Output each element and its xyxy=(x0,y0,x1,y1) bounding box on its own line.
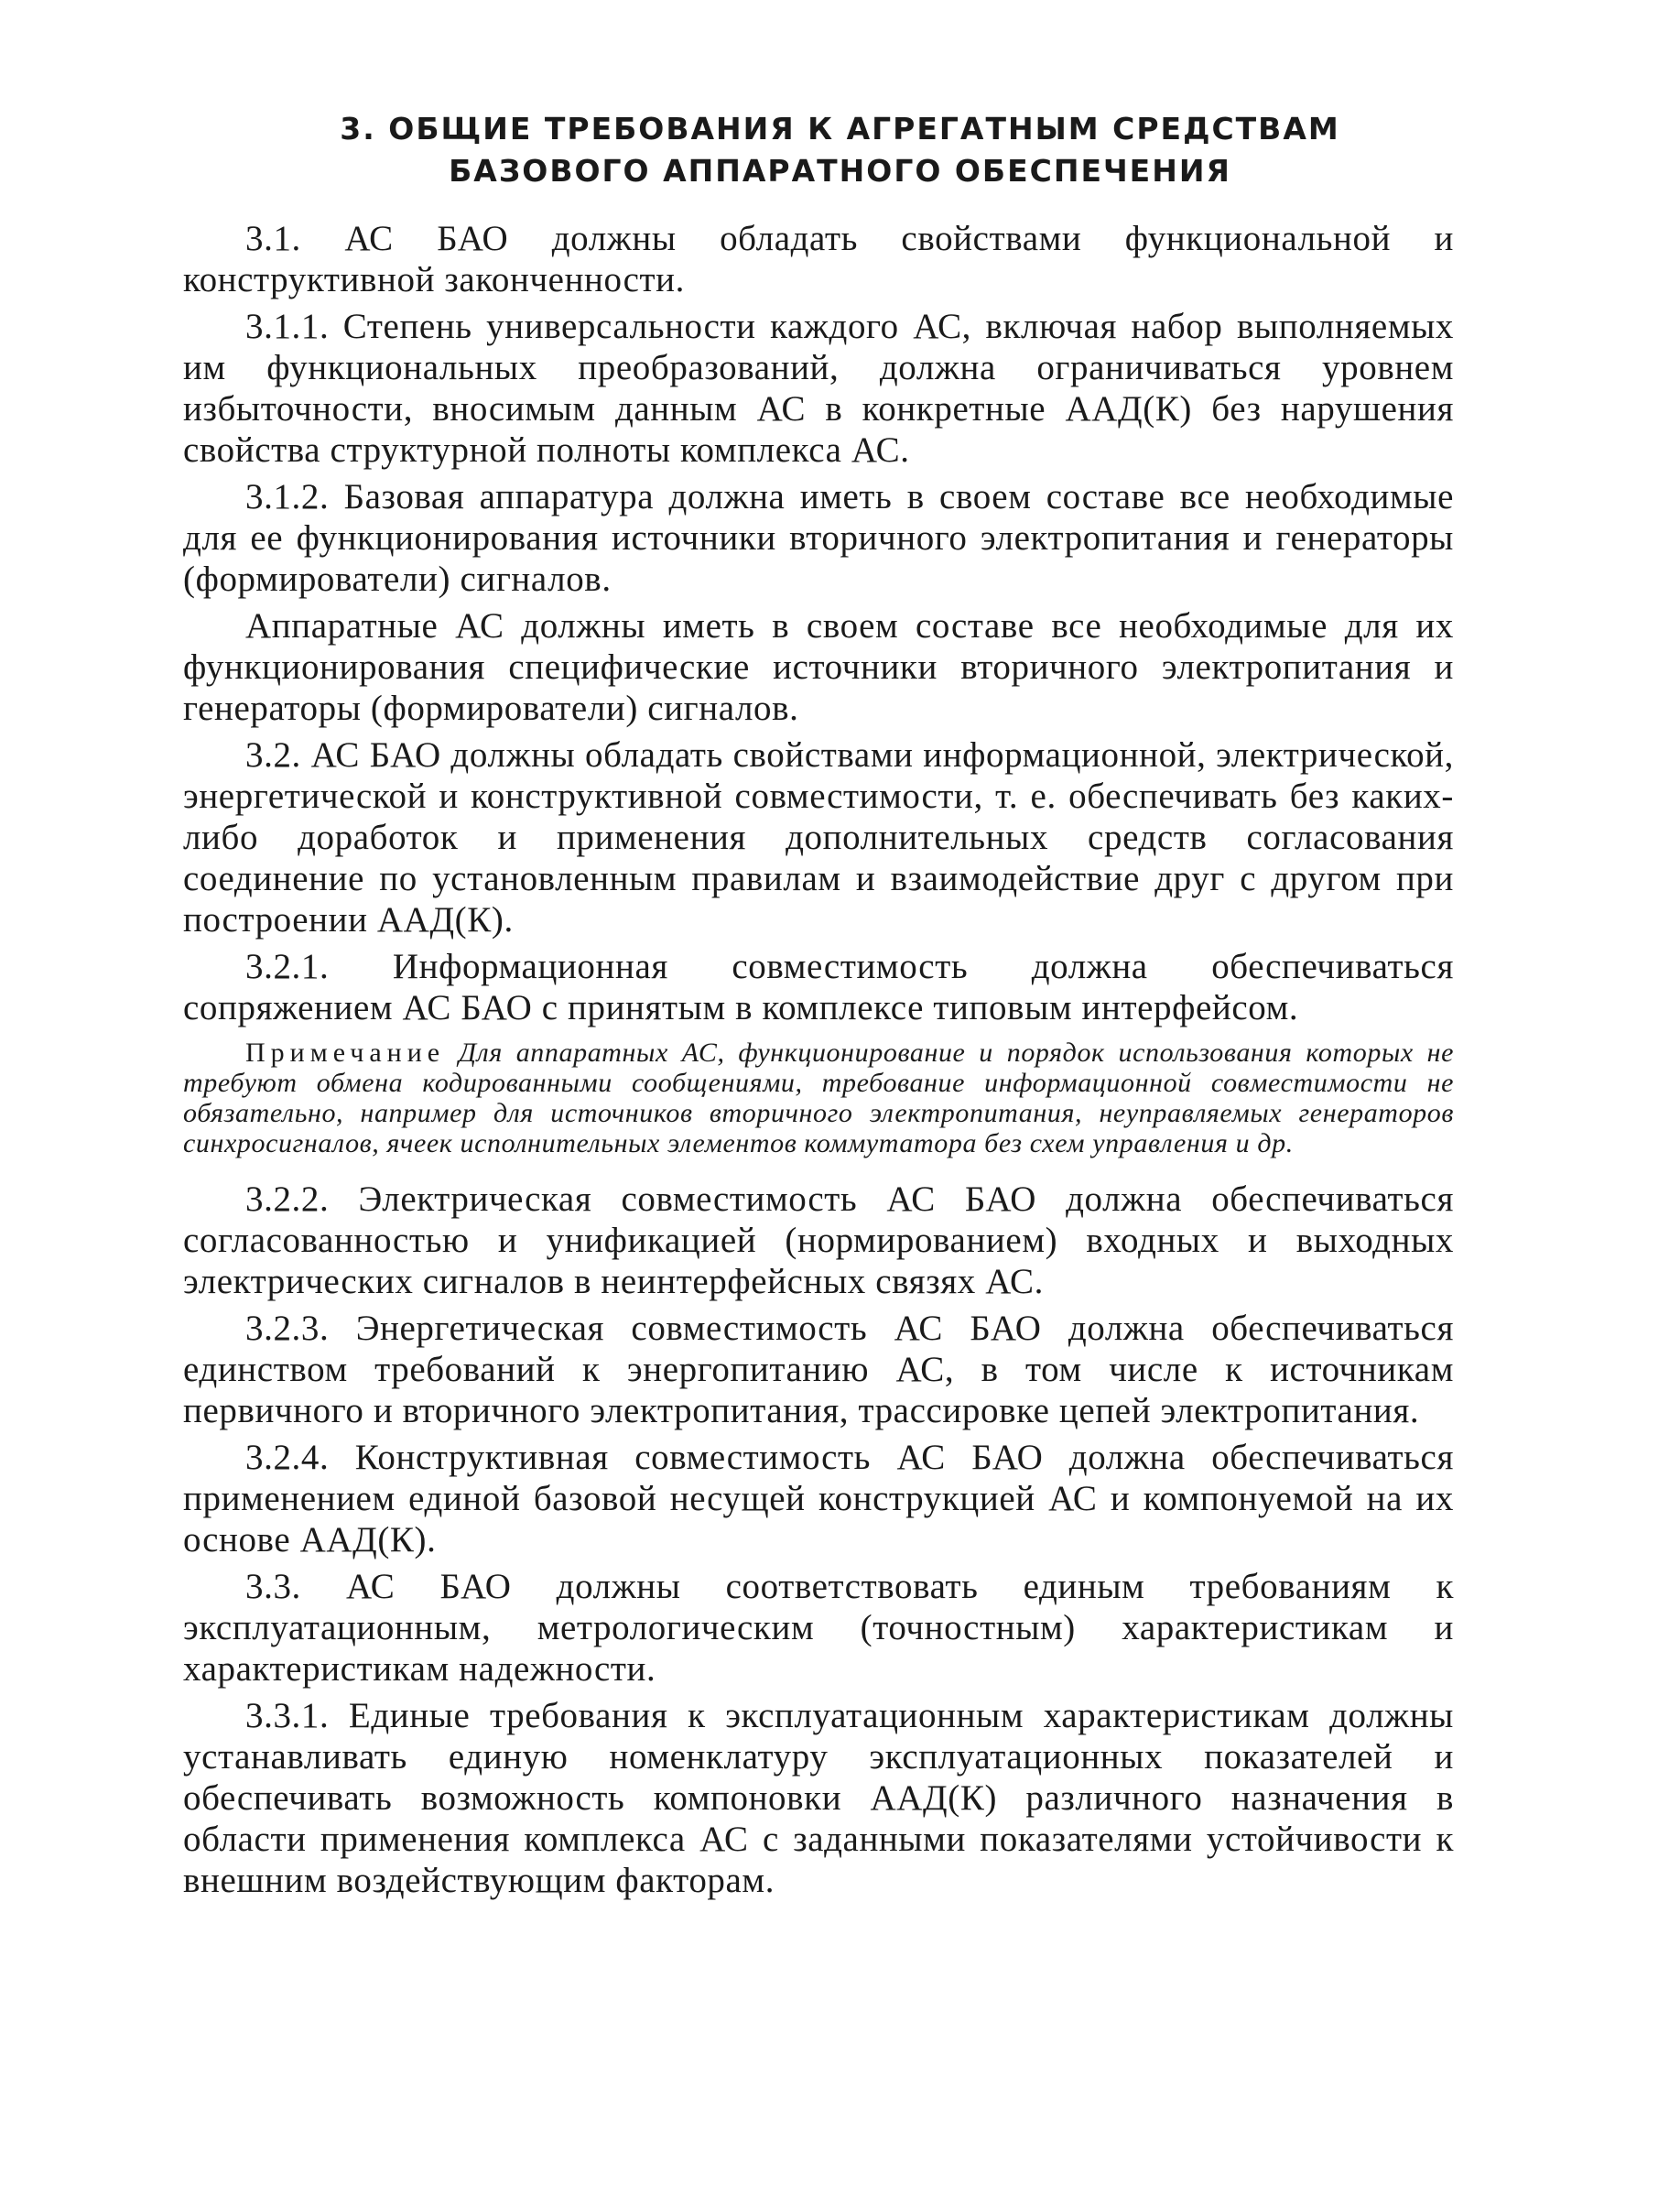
paragraph-3-1-2-continued: Аппаратные АС должны иметь в своем составе все необходимые для их функционирования специфические источники вторичного электропитания и генераторы (формирователи) сигналов. xyxy=(183,606,1454,728)
paragraph-3-2-1: 3.2.1. Информационная совместимость должна обеспечиваться сопряжением АС БАО с принятым в комплексе типовым интерфейсом. xyxy=(183,947,1454,1027)
note-label: Примечание xyxy=(245,1038,446,1068)
paragraph-3-2-4: 3.2.4. Конструктивная совместимость АС БАО должна обеспечиваться применением единой базовой несущей конструкцией АС и компонуемой на их основе ААД(К). xyxy=(183,1438,1454,1559)
paragraph-3-1-1: 3.1.1. Степень универсальности каждого АС, включая набор выполняемых им функциональных преобразований, должна ограничиваться уровнем избыточности, вносимым данным АС в конкретные ААД(К) без нарушения свойства структурной полноты комплекса АС. xyxy=(183,307,1454,470)
paragraph-3-3-1: 3.3.1. Единые требования к эксплуатационным характеристикам должны устанавливать единую номенклатуру эксплуатационных показателей и обеспечивать возможность компоновки ААД(К) различного назначения в области применения комплекса АС с заданными показателями устойчивости к внешним воздействующим факторам. xyxy=(183,1696,1454,1900)
paragraph-3-2: 3.2. АС БАО должны обладать свойствами информационной, электрической, энергетической и конструктивной совместимости, т. е. обеспечивать без каких-либо доработок и применения дополнительных средств согласования соединение по установленным правилам и взаимодействие друг с другом при построении ААД(К). xyxy=(183,735,1454,940)
paragraph-3-2-2: 3.2.2. Электрическая совместимость АС БАО должна обеспечиваться согласованностью и унификацией (нормированием) входных и выходных электрических сигналов в неинтерфейсных связях АС. xyxy=(183,1179,1454,1301)
paragraph-3-3: 3.3. АС БАО должны соответствовать единым требованиям к эксплуатационным, метрологическим (точностным) характеристикам и характеристикам надежности. xyxy=(183,1567,1454,1689)
section-heading xyxy=(183,108,1497,192)
note-text: Для аппаратных АС, функционирование и порядок использования которых не требуют обмена кодированными сообщениями, требование информационной совместимости не обязательно, например для источников вторичного электропитания, неуправляемых генераторов синхросигналов, ячеек исполнительных элементов коммутатора без схем управления и др. xyxy=(183,1038,1455,1158)
paragraph-3-1-2: 3.1.2. Базовая аппаратура должна иметь в своем составе все необходимые для ее функционирования источники вторичного электропитания и генераторы (формирователи) сигналов. xyxy=(183,477,1454,599)
section-body xyxy=(183,218,1454,1907)
paragraph-3-2-3: 3.2.3. Энергетическая совместимость АС БАО должна обеспечиваться единством требований к энергопитанию АС, в том числе к источникам первичного и вторичного электропитания, трассировке цепей электропитания. xyxy=(183,1309,1454,1430)
note-block xyxy=(183,1038,1454,1158)
heading-line-1: 3. ОБЩИЕ ТРЕБОВАНИЯ К АГРЕГАТНЫМ СРЕДСТВАМ xyxy=(340,111,1340,147)
heading-line-2: БАЗОВОГО АППАРАТНОГО ОБЕСПЕЧЕНИЯ xyxy=(449,153,1231,189)
paragraph-3-1: 3.1. АС БАО должны обладать свойствами функциональной и конструктивной законченности. xyxy=(183,219,1454,299)
